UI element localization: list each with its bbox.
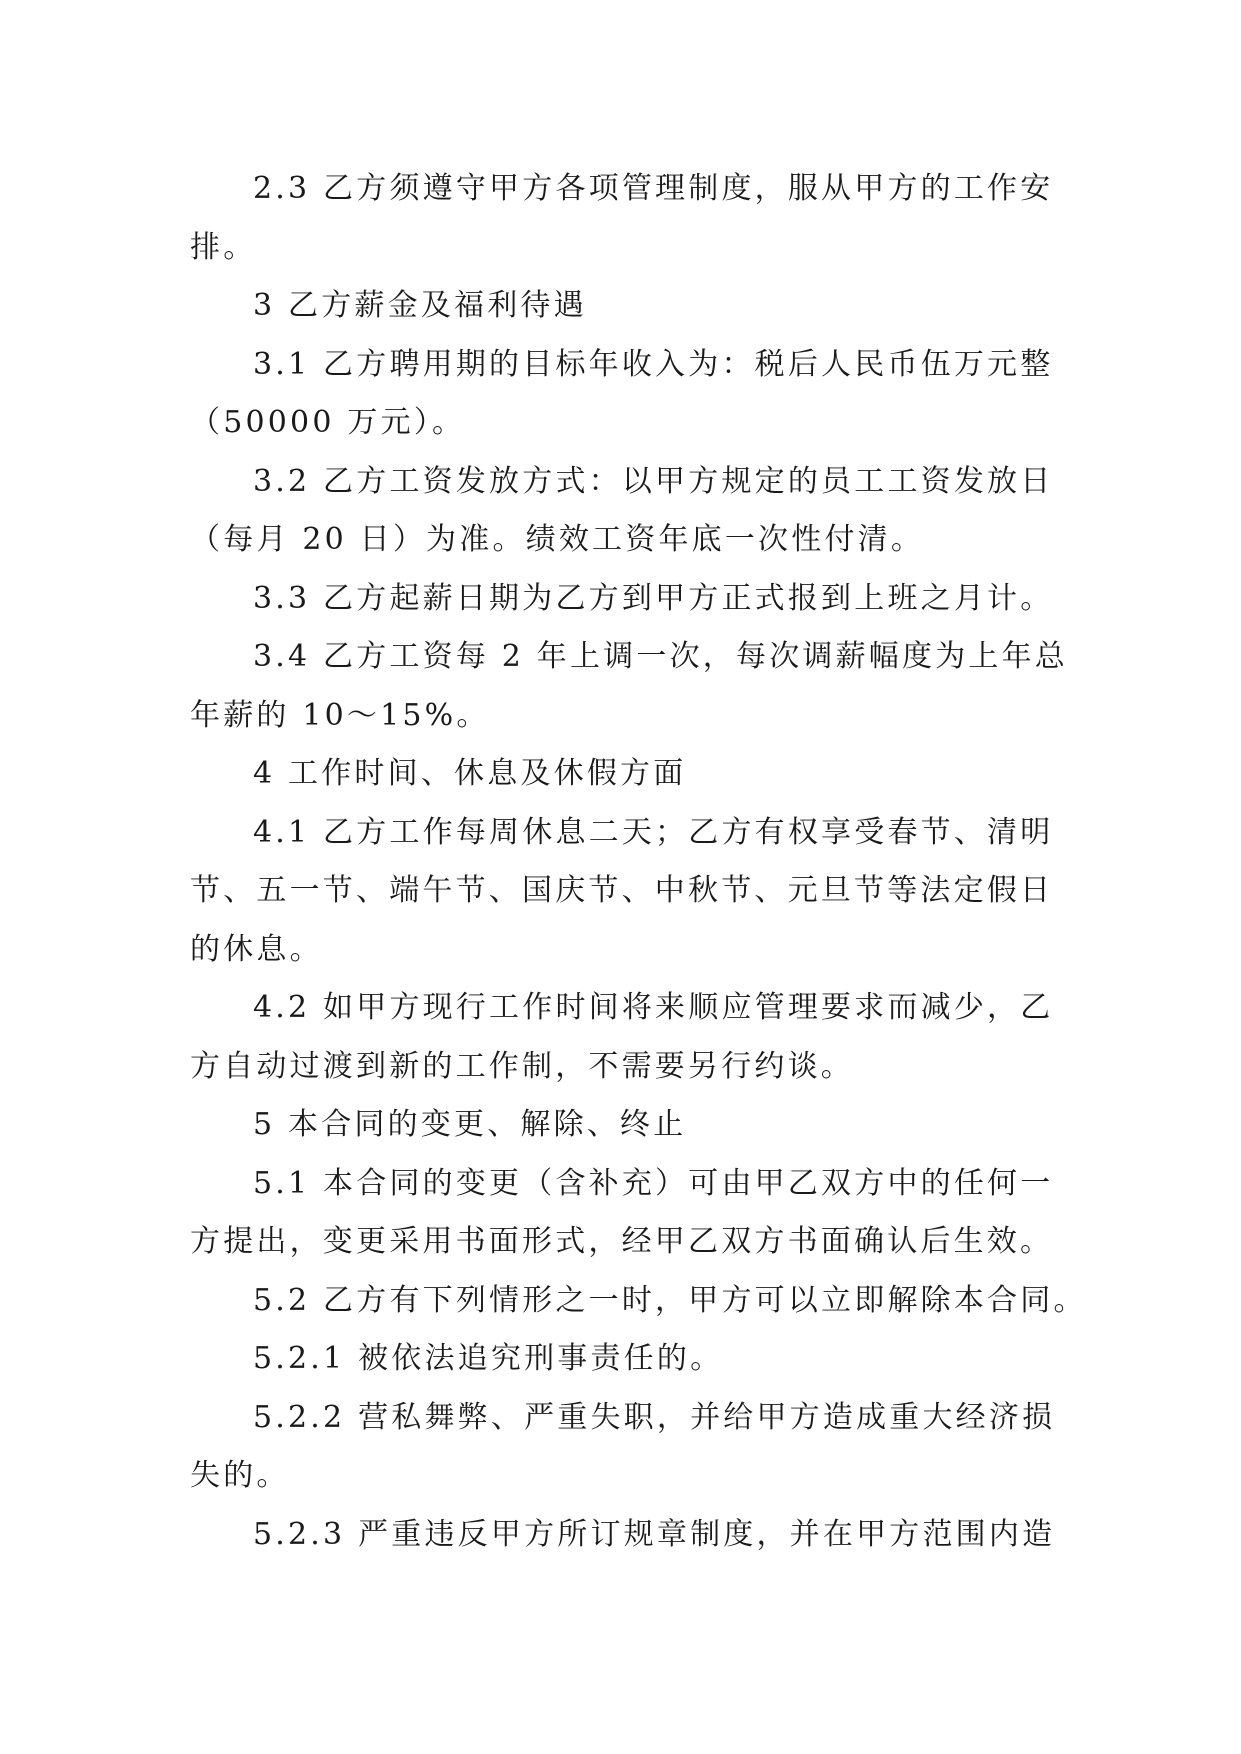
section-heading-4 [190,745,1060,804]
text-line: 的休息。 [190,931,323,967]
paragraph-5-2-2 [190,1389,1060,1506]
text-line: 节、五一节、端午节、国庆节、中秋节、元旦节等法定假日 [190,873,1054,908]
text-line: 3.2 乙方工资发放方式：以甲方规定的员工工资发放日 [253,463,1054,499]
text-line: （50000 万元）。 [190,405,466,440]
text-line: （每月 20 日）为准。绩效工资年底一次性付清。 [190,522,925,557]
text-line: 方自动过渡到新的工作制，不需要另行约谈。 [190,1048,854,1084]
text-line: 4.1 乙方工作每周休息二天；乙方有权享受春节、清明 [253,814,1054,850]
paragraph-5-2 [190,1272,1087,1331]
heading-line: 4 工作时间、休息及休假方面 [253,756,687,791]
text-line: 5.2.1 被依法追究刑事责任的。 [253,1341,724,1376]
paragraph-4-1 [190,804,1060,980]
heading-line: 5 本合同的变更、解除、终止 [253,1107,687,1142]
text-line: 4.2 如甲方现行工作时间将来顺应管理要求而减少，乙 [253,990,1054,1025]
text-line: 3.4 乙方工资每 2 年上调一次，每次调薪幅度为上年总 [253,639,1069,674]
text-line: 年薪的 10～15%。 [190,697,490,733]
text-line: 3.1 乙方聘用期的目标年收入为：税后人民币伍万元整 [253,346,1054,382]
text-line: 失的。 [190,1458,290,1493]
text-line: 3.3 乙方起薪日期为乙方到甲方正式报到上班之月计。 [253,580,1054,616]
text-line: 排。 [190,229,257,265]
section-heading-5 [190,1096,1060,1155]
text-line: 方提出，变更采用书面形式，经甲乙双方书面确认后生效。 [190,1224,1054,1259]
document-body [190,160,1087,1564]
section-heading-3 [190,277,1060,336]
paragraph-3-3 [190,570,1060,629]
text-line: 5.1 本合同的变更（含补充）可由甲乙双方中的任何一 [253,1165,1054,1201]
text-line: 5.2 乙方有下列情形之一时，甲方可以立即解除本合同。 [253,1282,1087,1318]
paragraph-3-1 [190,336,1060,453]
heading-line: 3 乙方薪金及福利待遇 [253,288,587,323]
paragraph-5-1 [190,1155,1060,1272]
paragraph-5-2-3 [190,1506,1060,1565]
paragraph-3-2 [190,453,1060,570]
text-line: 5.2.2 营私舞弊、严重失职，并给甲方造成重大经济损 [253,1399,1056,1435]
text-line: 2.3 乙方须遵守甲方各项管理制度，服从甲方的工作安 [253,171,1054,206]
paragraph-4-2 [190,979,1060,1096]
paragraph-3-4 [190,628,1069,745]
paragraph-2-3 [190,160,1060,277]
text-line: 5.2.3 严重违反甲方所订规章制度，并在甲方范围内造 [253,1516,1056,1552]
paragraph-5-2-1 [190,1330,1060,1389]
